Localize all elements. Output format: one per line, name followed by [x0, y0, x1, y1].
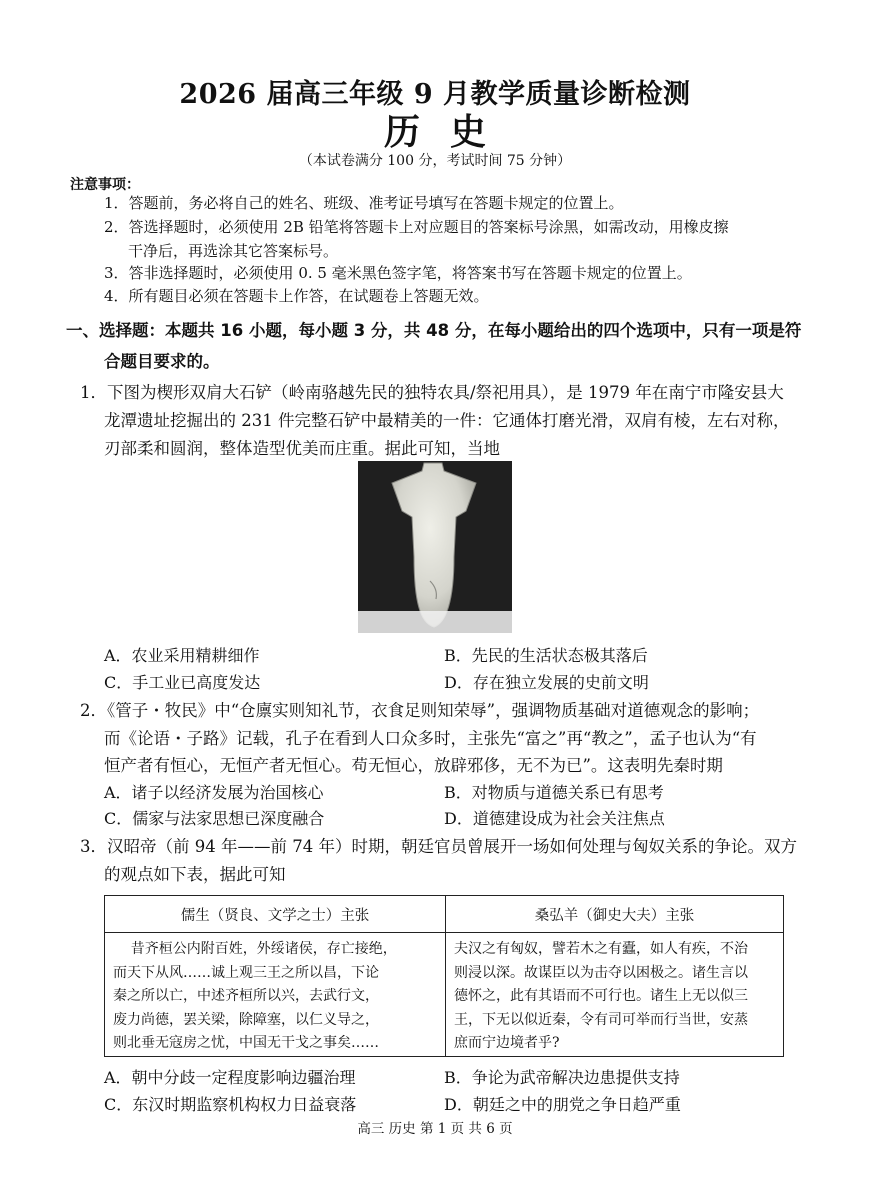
q1-stem-line: 刃部柔和圆润，整体造型优美而庄重。据此可知，当地 — [104, 439, 500, 458]
note-item: 4．所有题目必须在答题卡上作答，在试题卷上答题无效。 — [104, 287, 489, 305]
section-heading-cont: 合题目要求的。 — [104, 352, 220, 371]
confucian-view-text: 昔齐桓公内附百姓，外绥诸侯，存亡接绝， 而天下从风……诚上观三王之所以昌，下论 秦之所以亡，中述齐桓所以兴，去武行文， 废力尚德，罢关梁，除障塞，以仁义导之， 则北垂无寇房之忧，中国无干戈之事矣…… — [113, 941, 397, 1051]
debate-table — [104, 895, 784, 1057]
q2-stem-line: 而《论语・子路》记载，孔子在看到人口众多时，主张先“富之”再“教之”，孟子也认为“有 — [104, 729, 757, 748]
q1-stem-line: 龙潭遗址挖掘出的 231 件完整石铲中最精美的一件：它通体打磨光滑，双肩有棱，左右对称， — [104, 411, 790, 430]
note-item: 干净后，再选涂其它答案标号。 — [128, 242, 339, 260]
q1-stem-line: 1．下图为楔形双肩大石铲（岭南骆越先民的独特农具/祭祀用具），是 1979 年在南宁市隆安县大 — [80, 383, 784, 402]
table-header-confucian: 儒生（贤良、文学之士）主张 — [105, 896, 446, 933]
q2-stem-line: 恒产者有恒心，无恒产者无恒心。苟无恒心，放辟邪侈，无不为已”。这表明先秦时期 — [104, 756, 723, 775]
note-item: 3．答非选择题时，必须使用 0. 5 毫米黑色签字笔，将答案书写在答题卡规定的位置上。 — [104, 264, 692, 282]
q3-option-b: B．争论为武帝解决边患提供支持 — [444, 1068, 680, 1087]
q2-option-c: C．儒家与法家思想已深度融合 — [104, 809, 325, 828]
q3-option-a: A．朝中分歧一定程度影响边疆治理 — [104, 1068, 356, 1087]
note-item: 1．答题前，务必将自己的姓名、班级、准考证号填写在答题卡规定的位置上。 — [104, 194, 624, 212]
stone-spade-photo — [358, 461, 512, 633]
exam-meta: （本试卷满分 100 分，考试时间 75 分钟） — [298, 153, 572, 169]
q2-option-a: A．诸子以经济发展为治国核心 — [104, 783, 324, 802]
q1-option-c: C．手工业已高度发达 — [104, 673, 261, 692]
table-cell-sang-view — [446, 933, 784, 1057]
q1-option-a: A．农业采用精耕细作 — [104, 646, 260, 665]
sang-view-text: 夫汉之有匈奴，譬若木之有蠹，如人有疾，不治 则浸以深。故谋臣以为击夺以困极之。诸生言以 德怀之，此有其语而不可行也。诸生上无以似三 王，下无以似近秦，令有司可举而行当世，安蒸 庶而宁边境者乎? — [454, 941, 748, 1051]
q2-option-d: D．道德建设成为社会关注焦点 — [444, 809, 665, 828]
q1-option-d: D．存在独立发展的史前文明 — [444, 673, 649, 692]
table-cell-confucian-view — [105, 933, 446, 1057]
q1-option-b: B．先民的生活状态极其落后 — [444, 646, 648, 665]
q3-stem-line: 3．汉昭帝（前 94 年——前 74 年）时期，朝廷官员曾展开一场如何处理与匈奴关系的争论。双方 — [80, 837, 797, 856]
notes-title: 注意事项： — [70, 177, 140, 193]
q2-option-b: B．对物质与道德关系已有思考 — [444, 783, 664, 802]
note-item: 2．答选择题时，必须使用 2B 铅笔将答题卡上对应题目的答案标号涂黑，如需改动，用橡皮擦 — [104, 218, 729, 236]
q3-stem-line: 的观点如下表，据此可知 — [104, 865, 286, 884]
q2-stem-line: 2．《管子・牧民》中“仓廪实则知礼节，衣食足则知荣辱”，强调物质基础对道德观念的影响； — [80, 701, 760, 720]
q3-option-c: C．东汉时期监察机构权力日益衰落 — [104, 1095, 357, 1114]
page-footer: 高三 历史 第 1 页 共 6 页 — [357, 1121, 513, 1137]
exam-title: 2026 届高三年级 9 月教学质量诊断检测 — [179, 79, 691, 110]
section-heading: 一、选择题：本题共 16 小题，每小题 3 分，共 48 分，在每小题给出的四个选项中，只有一项是符 — [66, 321, 802, 340]
subject-title: 历史 — [383, 111, 516, 153]
q3-option-d: D．朝廷之中的朋党之争日趋严重 — [444, 1095, 681, 1114]
table-header-sang-hongyang: 桑弘羊（御史大夫）主张 — [446, 896, 784, 933]
